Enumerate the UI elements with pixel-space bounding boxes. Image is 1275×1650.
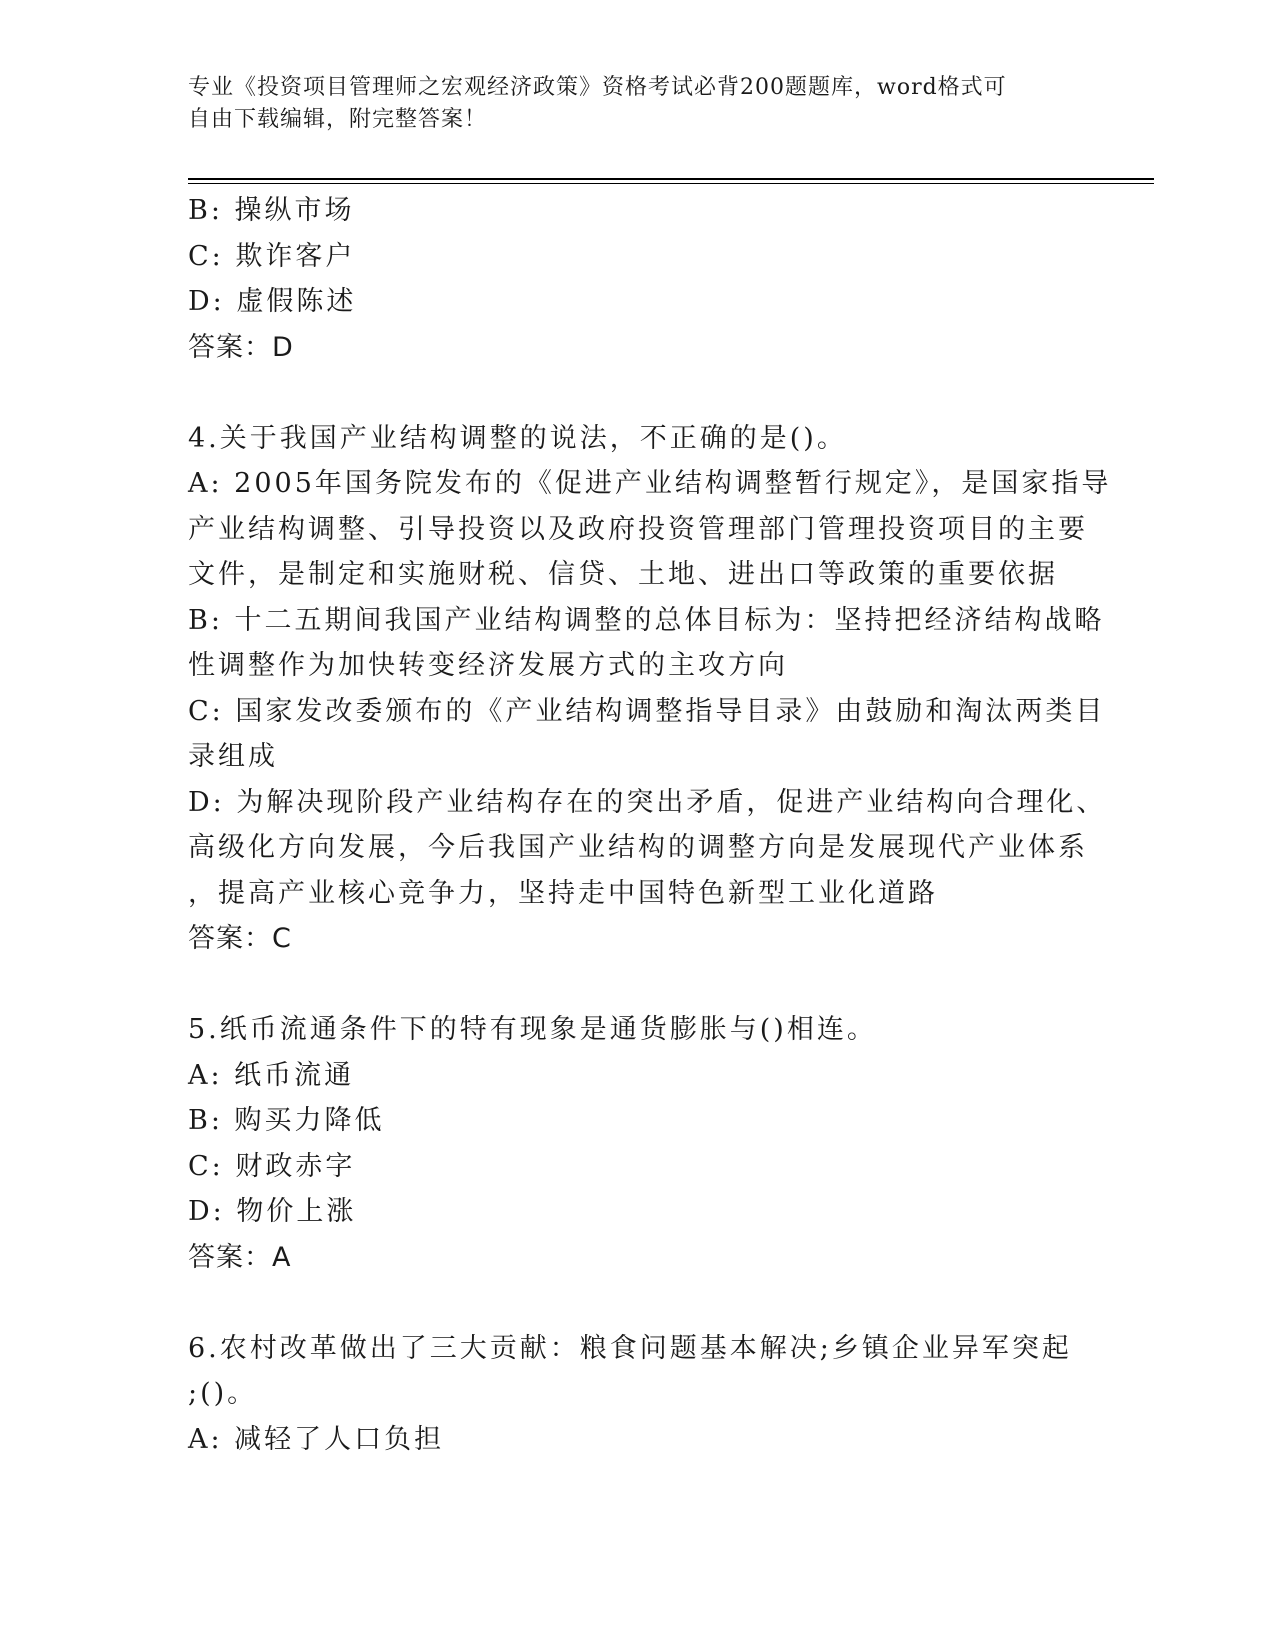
spacer xyxy=(188,962,1088,1008)
question-stem: 5.纸币流通条件下的特有现象是通货膨胀与()相连。 xyxy=(188,1014,877,1045)
option-d: D: 物价上涨 xyxy=(188,1196,357,1227)
option-a: A: 减轻了人口负担 xyxy=(188,1423,445,1455)
option-c-line-2: 录组成 xyxy=(188,741,278,772)
answer: 答案：C xyxy=(188,923,292,954)
question-6 xyxy=(188,1326,1088,1463)
question-stem: 4.关于我国产业结构调整的说法，不正确的是()。 xyxy=(188,422,847,454)
document-header xyxy=(188,72,1068,136)
header-line-2: 自由下载编辑，附完整答案！ xyxy=(188,107,488,132)
header-line-1: 专业《投资项目管理师之宏观经济政策》资格考试必背200题题库，word格式可 xyxy=(188,75,1007,100)
answer: 答案：A xyxy=(188,1241,292,1273)
option-d-line-2: 高级化方向发展，今后我国产业结构的调整方向是发展现代产业体系 xyxy=(188,832,1088,863)
spacer xyxy=(188,370,1088,416)
option-d: D: 虚假陈述 xyxy=(188,286,357,317)
header-divider xyxy=(188,178,1154,184)
option-d-line-1: D: 为解决现阶段产业结构存在的突出矛盾，促进产业结构向合理化、 xyxy=(188,786,1107,818)
question-stem-line-1: 6.农村改革做出了三大贡献：粮食问题基本解决;乡镇企业异军突起 xyxy=(188,1332,1072,1364)
option-d-line-3: ，提高产业核心竞争力，坚持走中国特色新型工业化道路 xyxy=(188,877,938,909)
option-c: C: 欺诈客户 xyxy=(188,240,356,272)
option-a: A: 纸币流通 xyxy=(188,1059,355,1091)
question-list xyxy=(188,188,1112,1462)
option-a-line-3: 文件，是制定和实施财税、信贷、土地、进出口等政策的重要依据 xyxy=(188,559,1058,590)
option-c: C: 财政赤字 xyxy=(188,1150,356,1182)
option-b: B: 购买力降低 xyxy=(188,1105,385,1136)
option-b-line-2: 性调整作为加快转变经济发展方式的主攻方向 xyxy=(188,650,788,681)
question-3-tail xyxy=(188,188,1088,370)
question-4 xyxy=(188,416,1112,962)
option-b: B: 操纵市场 xyxy=(188,195,355,226)
spacer xyxy=(188,1280,1088,1326)
question-5 xyxy=(188,1007,1088,1280)
option-a-line-2: 产业结构调整、引导投资以及政府投资管理部门管理投资项目的主要 xyxy=(188,513,1088,545)
question-stem-line-2: ;()。 xyxy=(188,1378,258,1409)
option-c-line-1: C: 国家发改委颁布的《产业结构调整指导目录》由鼓励和淘汰两类目 xyxy=(188,695,1106,727)
option-b-line-1: B: 十二五期间我国产业结构调整的总体目标为：坚持把经济结构战略 xyxy=(188,604,1105,636)
option-a-line-1: A: 2005年国务院发布的《促进产业结构调整暂行规定》，是国家指导 xyxy=(188,468,1112,499)
answer: 答案：D xyxy=(188,331,294,363)
